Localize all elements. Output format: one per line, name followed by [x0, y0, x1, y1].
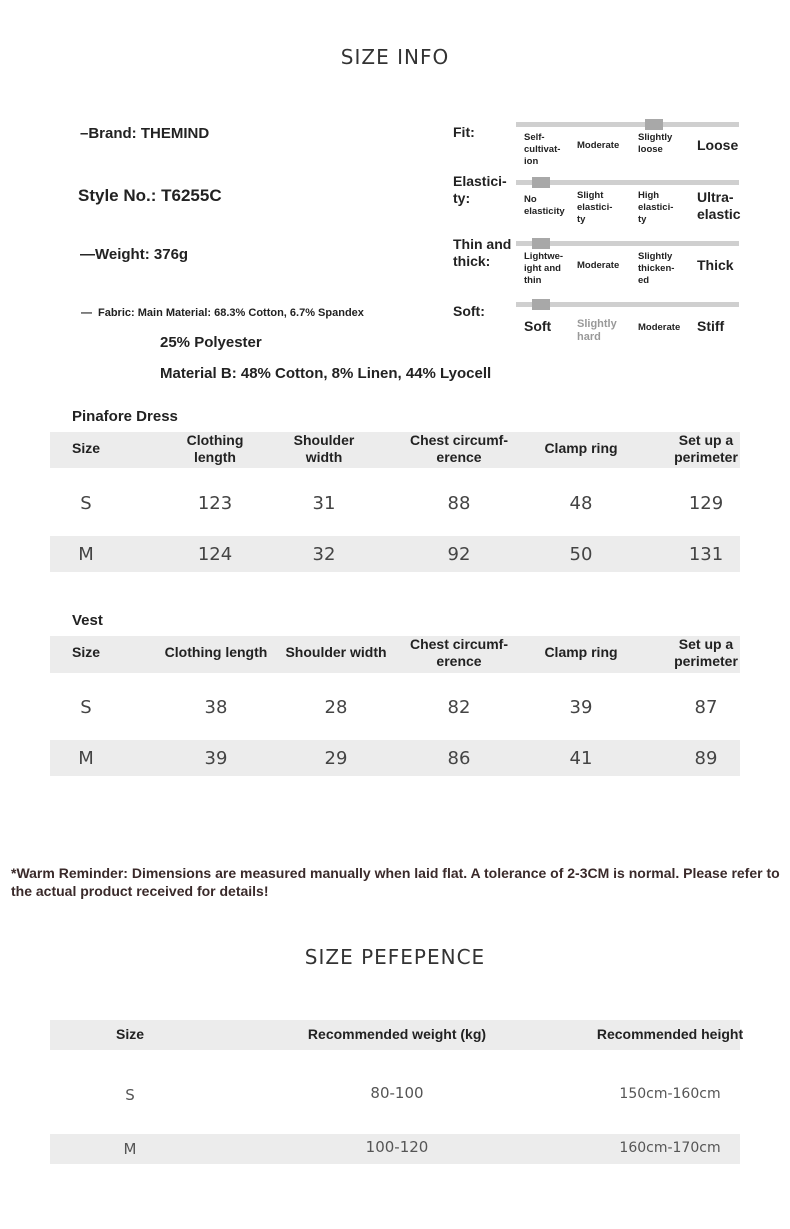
table-cell: 150cm-160cm	[619, 1086, 721, 1102]
table-row-background	[50, 740, 740, 776]
table-cell: 39	[204, 748, 228, 769]
table-cell: 89	[694, 748, 718, 769]
attribute-option: Moderate	[577, 260, 620, 271]
table-cell: 50	[569, 544, 593, 565]
table-header-cell: Set up a perimeter	[674, 432, 738, 465]
attribute-option: Soft	[524, 318, 552, 334]
attribute-option: Slightly hard	[577, 318, 617, 343]
table-cell: M	[78, 544, 94, 565]
table-cell: 39	[569, 697, 593, 718]
table-header-cell: Clamp ring	[544, 440, 618, 456]
table-cell: 129	[688, 493, 724, 514]
table-cell: 80-100	[370, 1084, 424, 1102]
table-cell: 87	[694, 697, 718, 718]
table-cell: 82	[447, 697, 471, 718]
attribute-option: Self- cultivat- ion	[524, 132, 561, 167]
table-row-background	[50, 432, 740, 468]
fabric-text: Fabric: Main Material: 68.3% Cotton, 6.7% Spandex	[98, 307, 364, 319]
table-cell: 32	[312, 544, 336, 565]
table-header-cell: Recommended height	[596, 1026, 744, 1042]
table-header-cell: Clothing length	[186, 432, 244, 465]
attribute-option: Thick	[697, 257, 734, 273]
table-cell: 31	[312, 493, 336, 514]
warm-reminder-text: *Warm Reminder: Dimensions are measured manually when laid flat. A tolerance of 2-3CM is normal. Please refer to the actual product received for details!	[11, 865, 780, 899]
table-header-cell: Set up a perimeter	[674, 636, 738, 669]
style-number-text: Style No.: T6255C	[78, 186, 222, 205]
table-cell: 100-120	[365, 1138, 429, 1156]
attribute-option: Moderate	[638, 322, 681, 333]
attribute-scale-marker	[645, 119, 663, 130]
table-cell: M	[123, 1140, 137, 1158]
pinafore-table-title: Pinafore Dress	[72, 408, 178, 425]
attribute-option: Loose	[697, 137, 739, 153]
table-header-cell: Size	[71, 644, 101, 660]
attribute-label: Thin and thick:	[453, 236, 512, 269]
table-header-cell: Shoulder width	[293, 432, 355, 465]
attribute-option: Stiff	[697, 318, 725, 334]
attribute-label: Elastici- ty:	[453, 173, 507, 206]
table-header-cell: Chest circumf- erence	[409, 432, 509, 465]
table-cell: 86	[447, 748, 471, 769]
table-cell: S	[80, 697, 92, 718]
attribute-label: Soft:	[453, 303, 485, 319]
weight-text: —Weight: 376g	[80, 246, 189, 263]
table-cell: 48	[569, 493, 593, 514]
table-header-cell: Recommended weight (kg)	[307, 1026, 487, 1042]
attribute-scale-bar	[516, 122, 739, 127]
attribute-option: High elastici- ty	[638, 190, 674, 225]
attribute-option: No elasticity	[524, 194, 565, 217]
table-header-cell: Size	[71, 440, 101, 456]
table-cell: S	[80, 493, 92, 514]
attribute-scale-marker	[532, 238, 550, 249]
table-header-cell: Size	[115, 1026, 145, 1042]
table-cell: 123	[197, 493, 233, 514]
attribute-scale-marker	[532, 299, 550, 310]
table-cell: 28	[324, 697, 348, 718]
fabric-dash: —	[81, 307, 92, 319]
table-header-cell: Shoulder width	[285, 644, 387, 660]
table-cell: 41	[569, 748, 593, 769]
attribute-option: Slightly loose	[638, 132, 673, 155]
attribute-option: Slightly thicken- ed	[638, 251, 675, 286]
table-cell: S	[125, 1086, 135, 1104]
brand-text: –Brand: THEMIND	[80, 125, 210, 142]
attribute-label: Fit:	[453, 124, 475, 140]
attribute-option: Slight elastici- ty	[577, 190, 613, 225]
table-cell: 88	[447, 493, 471, 514]
attribute-option: Moderate	[577, 140, 620, 151]
table-row-background	[50, 536, 740, 572]
table-header-cell: Chest circumf- erence	[409, 636, 509, 669]
table-cell: 29	[324, 748, 348, 769]
attribute-scale-marker	[532, 177, 550, 188]
attribute-option: Ultra- elastic	[697, 189, 741, 222]
table-cell: 92	[447, 544, 471, 565]
table-header-cell: Clamp ring	[544, 644, 618, 660]
size-info-title: SIZE INFO	[340, 45, 450, 69]
table-cell: 38	[204, 697, 228, 718]
table-cell: 124	[197, 544, 233, 565]
table-header-cell: Clothing length	[164, 644, 268, 660]
fabric-line-3: Material B: 48% Cotton, 8% Linen, 44% Lyocell	[160, 365, 492, 382]
table-cell: 131	[688, 544, 724, 565]
attribute-option: Lightwe- ight and thin	[524, 251, 564, 286]
table-cell: M	[78, 748, 94, 769]
table-cell: 160cm-170cm	[619, 1140, 721, 1156]
table-row-background	[50, 636, 740, 673]
fabric-line-2: 25% Polyester	[160, 334, 262, 351]
size-reference-title: SIZE PEFEPENCE	[304, 945, 486, 969]
vest-table-title: Vest	[72, 612, 103, 629]
